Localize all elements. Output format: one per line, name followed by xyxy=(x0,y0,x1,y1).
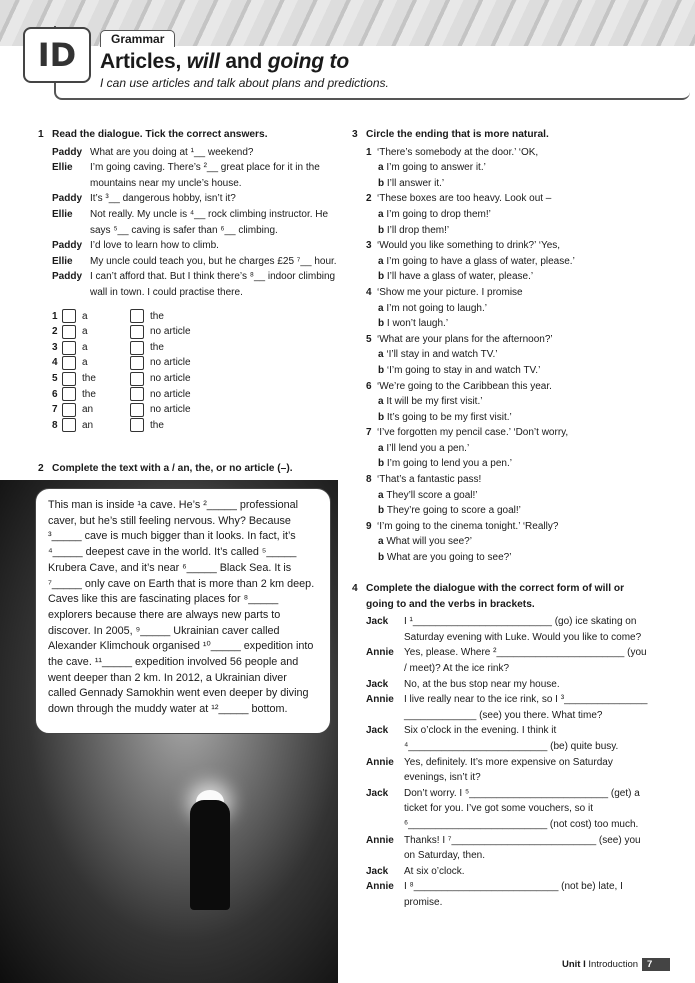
option-text: I’ll drop them!’ xyxy=(386,224,450,236)
option-text: I’ll answer it.’ xyxy=(386,177,445,189)
speaker: Annie xyxy=(366,834,394,846)
option-letter: b xyxy=(378,505,387,517)
option-a: a xyxy=(82,310,88,322)
question-text: ‘These boxes are too heavy. Look out – xyxy=(377,193,552,205)
line-text[interactable]: I live really near to the ice rink, so I ³_______________ _____________ (see) you there. What time? xyxy=(404,694,648,721)
option-a[interactable] xyxy=(366,534,677,550)
option-a: an xyxy=(82,404,94,416)
checkbox-b[interactable] xyxy=(130,403,144,417)
question-item xyxy=(366,191,677,238)
question-text: ‘I’ve forgotten my pencil case.’ ‘Don’t worry, xyxy=(377,427,569,439)
grammar-tab: Grammar xyxy=(100,30,175,47)
page-title: Articles, will and going to xyxy=(100,50,349,73)
exercise-heading: 1 Read the dialogue. Tick the correct answers. xyxy=(38,129,268,140)
speaker: Jack xyxy=(366,865,389,877)
dialogue-line xyxy=(52,254,338,270)
question-number: 4 xyxy=(366,286,372,298)
question-item xyxy=(366,425,677,472)
question-text: ‘What are your plans for the afternoon?’ xyxy=(377,333,553,345)
page-footer: Unit I Introduction 7 xyxy=(562,958,670,971)
line-text: It’s ³__ dangerous hobby, isn’t it? xyxy=(90,193,236,205)
option-letter: a xyxy=(378,442,387,454)
answer-row xyxy=(52,355,338,371)
option-a[interactable] xyxy=(366,394,677,410)
option-b: no article xyxy=(150,388,191,400)
question-item xyxy=(366,519,677,566)
dialogue-line xyxy=(366,755,652,786)
option-a: the xyxy=(82,372,96,384)
unit-badge: ID xyxy=(23,27,91,83)
option-b[interactable] xyxy=(366,456,677,472)
question-number: 5 xyxy=(366,333,372,345)
question-text: ‘That’s a fantastic pass! xyxy=(377,474,482,486)
option-letter: a xyxy=(378,208,387,220)
question-number: 1 xyxy=(366,146,372,158)
exercise-heading: 3 Circle the ending that is more natural. xyxy=(352,129,549,140)
checkbox-b[interactable] xyxy=(130,325,144,339)
line-text: I can’t afford that. But I think there’s ⁸__ indoor climbing wall in town. I could practise there. xyxy=(90,271,336,298)
option-b: no article xyxy=(150,372,191,384)
speaker: Ellie xyxy=(52,255,73,267)
question xyxy=(366,472,677,488)
option-b: the xyxy=(150,419,164,431)
question-text: ‘Would you like something to drink?’ ‘Yes, xyxy=(377,240,561,252)
question xyxy=(366,519,677,535)
speaker: Paddy xyxy=(52,240,83,252)
question xyxy=(366,285,677,301)
answer-row xyxy=(52,371,338,387)
option-a[interactable] xyxy=(366,347,677,363)
option-letter: b xyxy=(378,364,387,376)
exercise-heading: 2 Complete the text with a / an, the, or no article (–). xyxy=(38,463,293,474)
option-letter: a xyxy=(378,162,387,174)
question-number: 3 xyxy=(366,240,372,252)
question-number: 9 xyxy=(366,520,372,532)
option-letter: b xyxy=(378,177,387,189)
dialogue-line xyxy=(52,145,338,161)
option-letter: b xyxy=(378,458,387,470)
line-text: I’d love to learn how to climb. xyxy=(90,240,219,252)
answer-number: 4 xyxy=(52,357,58,369)
option-text: It’s going to be my first visit.’ xyxy=(386,411,512,423)
speaker: Jack xyxy=(366,616,389,628)
checkbox-b[interactable] xyxy=(130,309,144,323)
checkbox-b[interactable] xyxy=(130,418,144,432)
dialogue-line xyxy=(366,692,652,723)
option-a[interactable] xyxy=(366,254,677,270)
checkbox-b[interactable] xyxy=(130,341,144,355)
answer-number: 6 xyxy=(52,388,58,400)
option-a: a xyxy=(82,357,88,369)
dialogue-line xyxy=(366,864,652,880)
answer-number: 1 xyxy=(52,310,58,322)
answer-number: 3 xyxy=(52,341,58,353)
page-number: 7 xyxy=(642,958,670,971)
page-subtitle: I can use articles and talk about plans and predictions. xyxy=(100,76,389,90)
line-text: What are you doing at ¹__ weekend? xyxy=(90,146,254,158)
exercise-4 xyxy=(352,581,652,910)
line-text[interactable]: No, at the bus stop near my house. xyxy=(404,678,560,690)
question xyxy=(366,191,677,207)
speaker: Paddy xyxy=(52,271,83,283)
question xyxy=(366,332,677,348)
option-text: I’m going to have a glass of water, please.’ xyxy=(386,255,575,267)
answer-checkboxes xyxy=(38,309,338,434)
option-a[interactable] xyxy=(366,160,677,176)
option-a: a xyxy=(82,326,88,338)
line-text: My uncle could teach you, but he charges £25 ⁷__ hour. xyxy=(90,255,337,267)
dialogue-line xyxy=(366,645,652,676)
checkbox-a[interactable] xyxy=(62,341,76,355)
option-a[interactable] xyxy=(366,207,677,223)
option-letter: a xyxy=(378,536,387,548)
option-text: I’m not going to laugh.’ xyxy=(386,302,487,314)
question-text: ‘There’s somebody at the door.’ ‘OK, xyxy=(377,146,539,158)
question xyxy=(366,425,677,441)
question xyxy=(366,238,677,254)
option-a: an xyxy=(82,419,94,431)
exercise-3 xyxy=(352,127,677,566)
option-letter: b xyxy=(378,318,387,330)
line-text[interactable]: Thanks! I ⁷__________________________ (see) you on Saturday, then. xyxy=(404,834,641,862)
option-b[interactable] xyxy=(366,550,677,566)
option-text: I’ll lend you a pen.’ xyxy=(386,442,470,454)
option-letter: b xyxy=(378,271,387,283)
line-text[interactable]: Yes, definitely. It’s more expensive on Saturday evenings, isn’t it? xyxy=(404,756,613,784)
option-a: the xyxy=(82,388,96,400)
dialogue-line xyxy=(52,160,338,191)
option-a[interactable] xyxy=(366,441,677,457)
speaker: Paddy xyxy=(52,193,83,205)
answer-row xyxy=(52,324,338,340)
answer-number: 2 xyxy=(52,326,58,338)
exercise-2 xyxy=(38,461,338,477)
speaker: Paddy xyxy=(52,146,83,158)
option-text: I’m going to answer it.’ xyxy=(386,162,486,174)
speaker: Jack xyxy=(366,678,389,690)
option-letter: a xyxy=(378,302,387,314)
dialogue-line xyxy=(52,207,338,238)
answer-row xyxy=(52,309,338,325)
option-b: the xyxy=(150,310,164,322)
question-item xyxy=(366,472,677,519)
line-text[interactable]: Six o’clock in the evening. I think it ⁴_________________________ (be) quite busy. xyxy=(404,725,619,752)
option-letter: a xyxy=(378,396,387,408)
speaker: Jack xyxy=(366,725,389,737)
line-text[interactable]: Yes, please. Where ²_______________________ (you / meet)? At the ice rink? xyxy=(404,647,647,674)
line-text[interactable]: Don’t worry. I ⁵_________________________ (get) a ticket for you. I’ve got some vouchers, so it ⁶_________________________ (not cost) too much. xyxy=(404,787,640,830)
option-letter: b xyxy=(378,552,387,564)
checkbox-a[interactable] xyxy=(62,372,76,386)
option-text: I’ll have a glass of water, please.’ xyxy=(386,271,534,283)
checkbox-b[interactable] xyxy=(130,356,144,370)
question xyxy=(366,145,677,161)
line-text[interactable]: At six o’clock. xyxy=(404,865,465,877)
option-b: no article xyxy=(150,357,191,369)
option-b[interactable] xyxy=(366,503,677,519)
option-text: They’ll score a goal!’ xyxy=(386,489,478,501)
option-a[interactable] xyxy=(366,301,677,317)
option-b[interactable] xyxy=(366,363,677,379)
speaker: Annie xyxy=(366,756,394,768)
question-item xyxy=(366,238,677,285)
question-item xyxy=(366,145,677,192)
line-text: I’m going caving. There’s ²__ great place for it in the mountains near my uncle’s house. xyxy=(90,162,320,189)
question-item xyxy=(366,332,677,379)
dialogue-line xyxy=(366,677,652,693)
option-text: ‘I’ll stay in and watch TV.’ xyxy=(386,349,498,361)
caver-silhouette xyxy=(190,800,230,910)
cave-text-box xyxy=(35,488,331,734)
answer-number: 5 xyxy=(52,372,58,384)
dialogue-line xyxy=(366,879,652,910)
checkbox-a[interactable] xyxy=(62,403,76,417)
dialogue-line xyxy=(366,614,652,645)
line-text[interactable]: I ⁸__________________________ (not be) late, I promise. xyxy=(404,881,623,908)
dialogue-line xyxy=(366,786,652,833)
checkbox-b[interactable] xyxy=(130,372,144,386)
option-b[interactable] xyxy=(366,410,677,426)
exercise-1 xyxy=(38,127,338,433)
question-text: ‘I’m going to the cinema tonight.’ ‘Really? xyxy=(377,520,559,532)
option-text: They’re going to score a goal!’ xyxy=(386,505,521,517)
option-text: I’m going to drop them!’ xyxy=(386,208,491,220)
checkbox-a[interactable] xyxy=(62,418,76,432)
checkbox-a[interactable] xyxy=(62,387,76,401)
speaker: Ellie xyxy=(52,208,73,220)
speaker: Annie xyxy=(366,647,394,659)
dialogue-line xyxy=(366,723,652,754)
option-text: What are you going to see?’ xyxy=(386,552,512,564)
option-b[interactable] xyxy=(366,223,677,239)
speaker: Jack xyxy=(366,787,389,799)
answer-number: 8 xyxy=(52,419,58,431)
question-number: 8 xyxy=(366,474,372,486)
dialogue-line xyxy=(366,833,652,864)
option-b[interactable] xyxy=(366,316,677,332)
option-text: What will you see?’ xyxy=(386,536,472,548)
option-b[interactable] xyxy=(366,269,677,285)
question-item xyxy=(366,285,677,332)
option-letter: a xyxy=(378,255,387,267)
dialogue-line xyxy=(52,269,338,300)
dialogue-line xyxy=(52,238,338,254)
speaker: Annie xyxy=(366,694,394,706)
option-a[interactable] xyxy=(366,488,677,504)
question-number: 6 xyxy=(366,380,372,392)
question-number: 7 xyxy=(366,427,372,439)
checkbox-a[interactable] xyxy=(62,325,76,339)
option-text: ‘I’m going to stay in and watch TV.’ xyxy=(386,364,541,376)
option-a: a xyxy=(82,341,88,353)
answer-row xyxy=(52,340,338,356)
answer-number: 7 xyxy=(52,404,58,416)
option-b[interactable] xyxy=(366,176,677,192)
option-letter: a xyxy=(378,349,387,361)
speaker: Annie xyxy=(366,881,394,893)
checkbox-a[interactable] xyxy=(62,356,76,370)
speaker: Ellie xyxy=(52,162,73,174)
option-b: the xyxy=(150,341,164,353)
answer-row xyxy=(52,418,338,434)
option-text: It will be my first visit.’ xyxy=(386,396,483,408)
option-text: I won’t laugh.’ xyxy=(386,318,449,330)
line-text[interactable]: I ¹_________________________ (go) ice skating on Saturday evening with Luke. Would you like to come? xyxy=(404,616,642,643)
cave-text: This man is inside ¹a cave. He’s ²_____ professional caver, but he’s still feeling nervous. Why? Because ³_____ cave is much bigger than it looks. In fact, it’s ⁴_____ deepest cave in the world. It’s called ⁵_____ Krubera Cave, and it’s near ⁶_____ Black Sea. It is ⁷_____ only cave on Earth that is more than 2 km deep. Caves like this are fascinating places for ⁸_____ explorers because there are always new parts to discover. In 2005, ⁹_____ Ukrainian caver called Alexander Klimchouk organised ¹⁰_____ expedition into the cave. ¹¹_____ expedition involved 56 people and went deeper than 2 km. In 2012, a Ukrainian diver called Gennady Samokhin went even deeper by diving down through the muddy water at ¹²_____ bottom. xyxy=(48,499,315,716)
question xyxy=(366,379,677,395)
question-text: ‘We’re going to the Caribbean this year. xyxy=(377,380,552,392)
dialogue-line xyxy=(52,191,338,207)
question-text: ‘Show me your picture. I promise xyxy=(377,286,523,298)
question-item xyxy=(366,379,677,426)
option-letter: a xyxy=(378,489,387,501)
option-letter: b xyxy=(378,411,387,423)
option-b: no article xyxy=(150,326,191,338)
line-text: Not really. My uncle is ⁴__ rock climbing instructor. He says ⁵__ caving is safer than ⁶__ climbing. xyxy=(90,208,329,236)
exercise-heading: 4 Complete the dialogue with the correct form of will or going to and the verbs in brackets. xyxy=(352,583,625,610)
dialogue xyxy=(38,145,338,301)
option-letter: b xyxy=(378,224,387,236)
answer-row xyxy=(52,387,338,403)
option-b: no article xyxy=(150,404,191,416)
checkbox-b[interactable] xyxy=(130,387,144,401)
answer-row xyxy=(52,402,338,418)
checkbox-a[interactable] xyxy=(62,309,76,323)
option-text: I’m going to lend you a pen.’ xyxy=(386,458,512,470)
question-number: 2 xyxy=(366,193,372,205)
